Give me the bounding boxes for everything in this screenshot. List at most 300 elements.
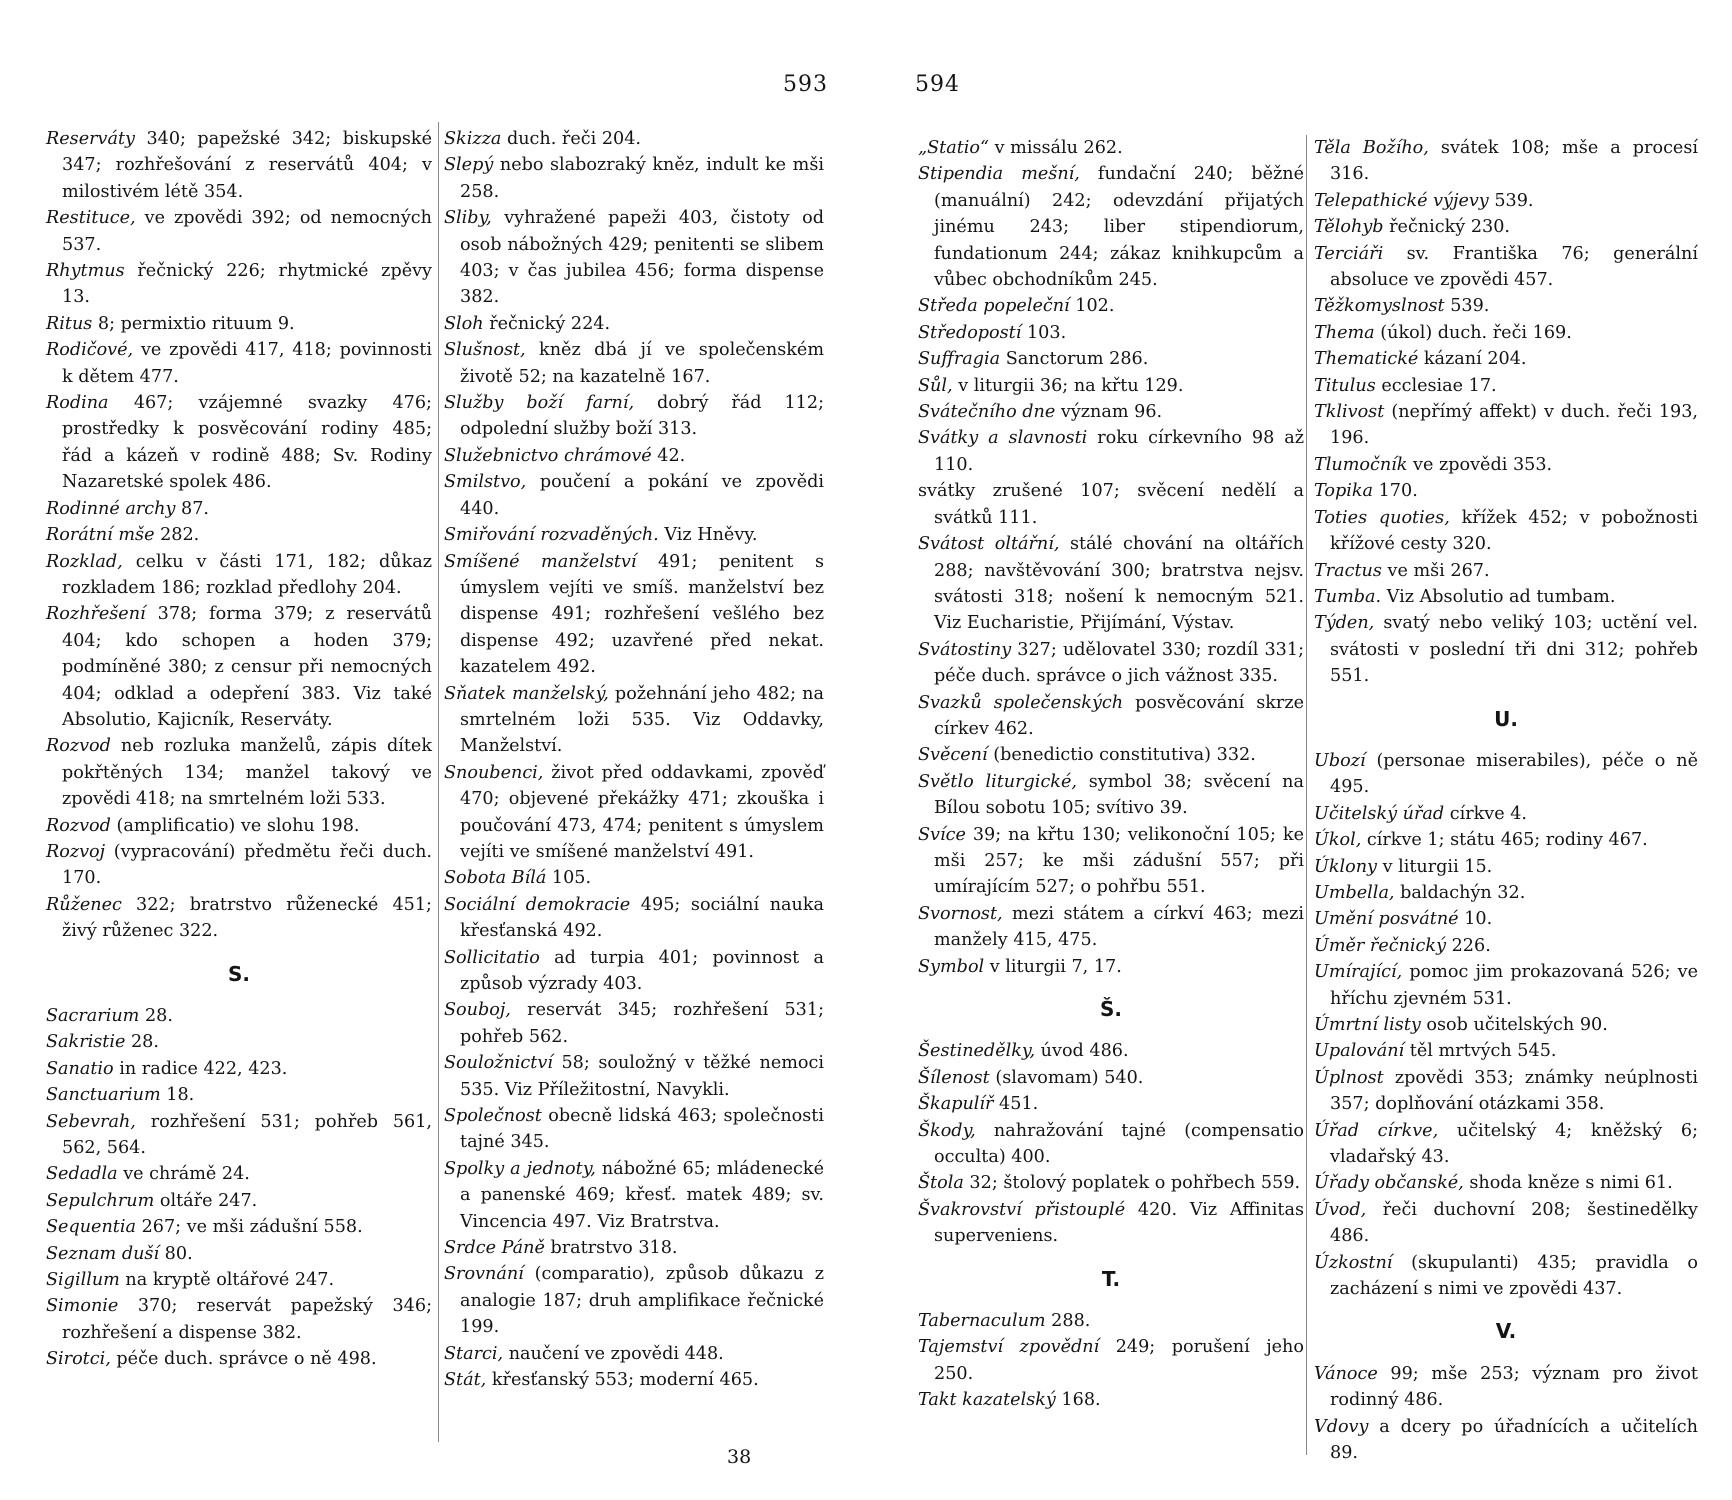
entry-headword: Slušnost,: [444, 340, 526, 361]
entry-headword: Světlo liturgické,: [918, 771, 1077, 792]
entry-headword: Úzkostní: [1314, 1252, 1393, 1273]
entry-references: v liturgii 15.: [1376, 856, 1493, 877]
entry-headword: Tajemství zpovědní: [918, 1337, 1100, 1358]
entry-headword: Srdce Páně: [444, 1238, 545, 1259]
index-entry: [1314, 320, 1698, 346]
entry-headword: Sequentia: [46, 1217, 136, 1238]
entry-headword: „Statio“: [918, 138, 990, 158]
entry-references: (slavomam) 540.: [989, 1067, 1144, 1088]
entry-references: 267; ve mši zádušní 558.: [136, 1217, 363, 1238]
entry-headword: Sigillum: [46, 1270, 120, 1291]
sheet-signature: 38: [727, 1446, 752, 1468]
entry-references: stálé chování na oltářích 288; navštěvování 300; bratrstva nejsv. svátosti 318; nošení k nemocným 521. Viz Eucharistie, Přijímání, Výstav.: [934, 534, 1305, 634]
index-entry: [918, 1170, 1304, 1196]
entry-headword: Toties quoties,: [1314, 507, 1450, 528]
entry-headword: Škody,: [918, 1120, 976, 1141]
entry-headword: Reserváty: [46, 129, 135, 149]
index-entry: [1314, 959, 1698, 1012]
entry-headword: Sacrarium: [46, 1006, 140, 1026]
index-entry: [46, 1109, 432, 1162]
index-entry: [1314, 452, 1698, 478]
index-entry: [1314, 505, 1698, 558]
index-entry: [1314, 558, 1698, 584]
entry-references: život před oddavkami, zpověď 470; objevené překážky 471; zkouška i poučování 473, 474; penitent s úmyslem vejíti ve smíšené manželství 491.: [460, 762, 824, 862]
entry-headword: Restituce,: [46, 208, 136, 229]
entry-headword: Smíšené manželství: [444, 551, 637, 572]
index-entry: [918, 1118, 1304, 1171]
index-entry: [918, 531, 1304, 637]
entry-references: nebo slabozraký kněz, indult ke mši 258.: [460, 155, 824, 202]
entry-references: 322; bratrstvo růženecké 451; živý růženec 322.: [62, 894, 432, 942]
entry-headword: Středopostí: [918, 322, 1022, 343]
entry-headword: Sobota Bílá: [444, 868, 547, 889]
index-entry: [918, 1387, 1304, 1413]
entry-headword: Simonie: [46, 1296, 119, 1317]
entry-references: baldachýn 32.: [1394, 882, 1526, 903]
entry-headword: Skizza: [444, 129, 502, 149]
entry-headword: Sůl,: [918, 375, 953, 396]
entry-references: Viz Hněvy.: [658, 525, 758, 546]
index-entry: [46, 205, 432, 258]
entry-headword: Symbol: [918, 956, 985, 977]
page-number-right: 594: [915, 72, 960, 97]
index-entry: [1314, 1197, 1698, 1250]
entry-headword: Rorátní mše: [46, 525, 155, 546]
index-entry: [46, 549, 432, 602]
index-entry: [444, 1156, 824, 1235]
entry-headword: Sirotci,: [46, 1349, 111, 1370]
entry-references: na kryptě oltářové 247.: [119, 1270, 335, 1291]
entry-references: oltáře 247.: [154, 1190, 258, 1211]
index-entry: [46, 126, 432, 205]
index-entry: [444, 1367, 824, 1393]
index-entry: [444, 945, 824, 998]
entry-headword: Starci,: [444, 1343, 504, 1364]
index-entry: [918, 690, 1304, 743]
entry-references: shoda kněze s nimi 61.: [1463, 1173, 1673, 1194]
entry-references: 28.: [125, 1032, 159, 1053]
section-letter: S.: [227, 961, 250, 986]
entry-headword: Sociální demokracie: [444, 894, 631, 915]
entry-headword: Rozvoj: [46, 841, 106, 862]
index-entry: [1314, 1012, 1698, 1038]
index-entry: [1314, 188, 1698, 214]
entry-headword: Rodina: [46, 393, 109, 414]
entry-references: 105.: [546, 868, 592, 889]
entry-headword: Sanatio: [46, 1058, 114, 1079]
entry-references: poučení a pokání ve zpovědi 440.: [460, 472, 824, 519]
entry-headword: Těžkomyslnost: [1314, 296, 1445, 317]
entry-references: 10.: [1458, 909, 1493, 930]
index-entry: [444, 1103, 824, 1156]
entry-references: 467; vzájemné svazky 476; prostředky k posvěcování rodiny 485; řád a kázeň v rodině 488; Sv. Rodiny Nazaretské spolek 486.: [62, 393, 432, 493]
entry-headword: Svěcení: [918, 745, 988, 766]
entry-headword: Sedadla: [46, 1164, 118, 1185]
entry-references: ve zpovědi 353.: [1407, 454, 1553, 475]
index-entry: [918, 1308, 1304, 1334]
index-entry: [918, 161, 1304, 293]
index-entry: [46, 496, 432, 522]
entry-references: svátek 108; mše a procesí 316.: [1330, 138, 1698, 185]
entry-headword: Suffragia: [918, 349, 1001, 370]
index-entry: [46, 1161, 432, 1187]
entry-headword: Služebnictvo chrámové: [444, 445, 652, 466]
entry-references: křížek 452; v pobožnosti křížové cesty 320.: [1330, 507, 1698, 555]
entry-references: Viz Absolutio ad tumbam.: [1381, 586, 1616, 607]
entry-references: fundační 240; běžné (manuální) 242; odevzdání přijatých jinému 243; liber stipendiorum, fundationum 244; zákaz knihkupcům a vůbec obchodníkům 245.: [934, 164, 1304, 291]
entry-references: (personae miserabiles), péče o ně 495.: [1330, 750, 1698, 798]
entry-references: úvod 486.: [1035, 1041, 1129, 1062]
entry-headword: Sebevrah,: [46, 1111, 136, 1132]
entry-headword: Snoubenci,: [444, 762, 544, 783]
index-column-3: [918, 135, 1304, 1414]
entry-references: 58; souložný v těžké nemoci 535. Viz Příležitostní, Navykli.: [460, 1053, 824, 1100]
entry-references: křesťanský 553; moderní 465.: [486, 1370, 759, 1391]
index-entry: [444, 1341, 824, 1367]
entry-headword: Štola: [918, 1173, 964, 1194]
entry-headword: Rodičové,: [46, 340, 134, 361]
entry-references: 420. Viz Affinitas superveniens.: [934, 1199, 1304, 1247]
entry-references: a dcery po úřadnících a učitelích 89.: [1330, 1416, 1698, 1464]
index-column-2: [444, 126, 824, 1394]
index-entry: [46, 1214, 432, 1240]
index-entry: [1314, 346, 1698, 372]
entry-headword: Sakristie: [46, 1032, 126, 1053]
index-entry: [918, 1091, 1304, 1117]
index-entry: [1314, 801, 1698, 827]
entry-references: řečnický 226; rhytmické zpěvy 13.: [62, 261, 432, 308]
index-entry: [918, 637, 1304, 690]
index-entry: [46, 839, 432, 892]
index-entry: [1314, 1038, 1698, 1064]
index-entry: [918, 954, 1304, 980]
entry-headword: Těla Božího,: [1314, 138, 1429, 158]
index-entry: [1314, 1118, 1698, 1171]
entry-references: 39; na křtu 130; velikonoční 105; ke mši 257; ke mši zádušní 557; při umírajícím 527; o pohřbu 551.: [934, 824, 1304, 898]
entry-references: 87.: [175, 498, 209, 519]
entry-references: 288.: [1045, 1311, 1091, 1332]
entry-references: 327; udělovatel 330; rozdíl 331; péče duch. správce o jich vážnost 335.: [934, 639, 1304, 687]
entry-references: řečnický 230.: [1383, 217, 1510, 238]
entry-references: 170.: [1373, 481, 1418, 502]
entry-headword: Sanctuarium: [46, 1085, 161, 1106]
index-entry: [444, 126, 824, 152]
entry-headword: Šestinedělky,: [918, 1041, 1036, 1062]
entry-headword: Souboj,: [444, 1000, 511, 1021]
index-entry: [1314, 1065, 1698, 1118]
entry-headword: Stát,: [444, 1370, 487, 1391]
entry-references: 340; papežské 342; biskupské 347; rozhřešování z reservátů 404; v milostivém létě 354.: [62, 129, 432, 202]
entry-references: svatý nebo veliký 103; uctění vel. svátosti v poslední tři dni 312; pohřeb 551.: [1330, 613, 1698, 687]
entry-references: in radice 422, 423.: [113, 1058, 288, 1079]
entry-headword: Škapulíř: [918, 1094, 994, 1115]
entry-headword: Thematické: [1314, 349, 1419, 370]
entry-headword: Úklony: [1314, 856, 1377, 877]
entry-references: ecclesiae 17.: [1375, 375, 1497, 396]
index-column-4: [1314, 135, 1698, 1467]
entry-references: 99; mše 253; význam pro život rodinný 486.: [1330, 1363, 1698, 1411]
index-entry: [46, 337, 432, 390]
index-entry: [918, 478, 1304, 531]
entry-headword: Služby boží farní,: [444, 393, 635, 414]
index-entry: [46, 1241, 432, 1267]
entry-references: 32; štolový poplatek o pohřbech 559.: [963, 1173, 1301, 1194]
entry-headword: Sňatek manželský,: [444, 683, 609, 704]
index-entry: [1314, 880, 1698, 906]
index-entry: [46, 1003, 432, 1029]
entry-headword: Sollicitatio: [444, 947, 540, 968]
entry-headword: Úmrtní listy: [1314, 1015, 1421, 1035]
entry-references: 451.: [993, 1094, 1039, 1115]
entry-references: 103.: [1021, 322, 1067, 343]
index-entry: [444, 337, 824, 390]
entry-references: zpovědi 353; známky neúplnosti 357; doplňování otázkami 358.: [1330, 1067, 1698, 1115]
entry-headword: Ubozí: [1314, 750, 1366, 771]
entry-headword: Telepathické výjevy: [1314, 190, 1489, 211]
entry-headword: Rozhřešení: [46, 604, 146, 625]
entry-references: ve mši 267.: [1381, 560, 1490, 581]
entry-headword: Svátost oltářní,: [918, 534, 1060, 555]
index-entry: [444, 549, 824, 681]
entry-references: mezi státem a církví 463; mezi manžely 415, 475.: [934, 903, 1304, 951]
index-entry: [1314, 293, 1698, 319]
entry-references: 8; permixtio rituum 9.: [92, 313, 295, 334]
entry-headword: Růženec: [46, 894, 122, 915]
entry-headword: Svornost,: [918, 903, 1003, 924]
entry-headword: Topika: [1314, 481, 1374, 502]
entry-headword: Týden,: [1314, 613, 1375, 634]
entry-references: osob učitelských 90.: [1420, 1015, 1608, 1035]
entry-headword: Tklivost: [1314, 402, 1385, 423]
section-letter: U.: [1494, 706, 1518, 731]
index-entry: [46, 892, 432, 945]
index-entry: [444, 205, 824, 311]
entry-headword: Tractus: [1314, 560, 1382, 581]
index-entry: [918, 1334, 1304, 1387]
index-entry: [1314, 478, 1698, 504]
entry-headword: Úměr řečnický: [1314, 935, 1447, 956]
entry-references: církve 1; státu 465; rodiny 467.: [1361, 830, 1648, 851]
entry-references: 495; sociální nauka křesťanská 492.: [460, 894, 824, 942]
entry-references: neb rozluka manželů, zápis dítek pokřtěných 134; manžel takový ve zpovědi 418; na smrtelném loži 533.: [62, 736, 432, 810]
entry-headword: Svazků společenských: [918, 692, 1124, 713]
index-entry: [444, 311, 824, 337]
index-entry: [1314, 748, 1698, 801]
index-column-1: [46, 126, 432, 1373]
entry-headword: Thema: [1314, 322, 1375, 343]
entry-references: vyhražené papeži 403, čistoty od osob nábožných 429; penitenti se slibem 403; v čas jubilea 456; forma dispense 382.: [460, 208, 824, 308]
index-entry: [1314, 906, 1698, 932]
index-entry: [918, 399, 1304, 425]
entry-headword: Úřady občanské,: [1314, 1173, 1464, 1194]
index-entry: [918, 769, 1304, 822]
index-entry: [918, 742, 1304, 768]
index-entry: [444, 152, 824, 205]
entry-headword: Sliby,: [444, 208, 492, 229]
index-entry: [1314, 1250, 1698, 1303]
entry-references: 491; penitent s úmyslem vejíti ve smíš. manželství bez dispense 491; rozhřešení vešlého bez dispense 492; uzavřené před nekat. kazatelem 492.: [460, 551, 824, 678]
entry-references: (vypracování) předmětu řeči duch. 170.: [62, 841, 432, 889]
entry-headword: Souložnictví: [444, 1053, 553, 1074]
index-entry: [444, 443, 824, 469]
index-entry: [918, 346, 1304, 372]
entry-headword: Sloh: [444, 313, 484, 334]
index-entry: [918, 901, 1304, 954]
entry-references: roku církevního 98 až 110.: [934, 428, 1305, 475]
entry-headword: Stipendia mešní,: [918, 164, 1080, 185]
entry-references: církve 4.: [1444, 803, 1528, 824]
index-entry: [918, 822, 1304, 901]
entry-headword: Tlumočník: [1314, 454, 1408, 475]
index-entry: [918, 135, 1304, 161]
entry-references: 539.: [1488, 190, 1534, 211]
index-entry: [1314, 610, 1698, 689]
index-entry: [444, 469, 824, 522]
index-entry: [46, 813, 432, 839]
index-entry: [46, 522, 432, 548]
entry-headword: Učitelský úřad: [1314, 803, 1445, 824]
entry-headword: Titulus: [1314, 375, 1376, 396]
index-entry: [46, 1029, 432, 1055]
entry-references: 539.: [1444, 296, 1490, 317]
index-entry: [1314, 214, 1698, 240]
entry-references: (úkol) duch. řeči 169.: [1374, 322, 1572, 343]
entry-references: symbol 38; svěcení na Bílou sobotu 105; svítivo 39.: [934, 771, 1304, 819]
entry-headword: Tumba.: [1314, 586, 1382, 607]
entry-references: (benedictio constitutiva) 332.: [987, 745, 1256, 766]
entry-references: rozhřešení 531; pohřeb 561, 562, 564.: [62, 1111, 432, 1159]
entry-references: 282.: [154, 525, 200, 546]
entry-headword: Úvod,: [1314, 1199, 1367, 1220]
entry-headword: Společnost: [444, 1106, 542, 1127]
entry-headword: Sepulchrum: [46, 1190, 155, 1211]
index-entry: [444, 1235, 824, 1261]
entry-headword: Umění posvátné: [1314, 909, 1459, 930]
index-entry: [444, 1261, 824, 1340]
index-entry: [46, 390, 432, 496]
index-entry: [46, 311, 432, 337]
index-entry: [444, 865, 824, 891]
entry-references: v liturgii 7, 17.: [984, 956, 1122, 977]
index-entry: [1314, 1170, 1698, 1196]
entry-headword: Smilstvo,: [444, 472, 527, 493]
entry-references: učitelský 4; kněžský 6; vladařský 43.: [1330, 1120, 1698, 1168]
entry-references: 42.: [651, 445, 686, 466]
index-entry: [444, 760, 824, 866]
section-letter: Š.: [1099, 997, 1122, 1021]
index-entry: [46, 1056, 432, 1082]
index-entry: [918, 1197, 1304, 1250]
column-divider-left: [438, 122, 439, 1442]
entry-headword: Takt kazatelský: [918, 1390, 1056, 1411]
entry-references: v liturgii 36; na křtu 129.: [952, 375, 1184, 396]
index-entry: [46, 601, 432, 733]
index-entry: [444, 681, 824, 760]
entry-references: celku v části 171, 182; důkaz rozkladem 186; rozklad předlohy 204.: [62, 551, 432, 598]
index-entry: [46, 258, 432, 311]
entry-references: 249; porušení jeho 250.: [934, 1337, 1304, 1384]
entry-references: těl mrtvých 545.: [1404, 1041, 1557, 1062]
entry-references: řeči duchovní 208; šestinedělky 486.: [1330, 1199, 1698, 1247]
index-entry: [46, 733, 432, 812]
entry-headword: Švakrovství přistouplé: [918, 1199, 1126, 1220]
entry-references: 80.: [159, 1243, 193, 1264]
section-letter: V.: [1495, 1319, 1517, 1344]
entry-references: péče duch. správce o ně 498.: [110, 1349, 377, 1370]
entry-references: 226.: [1446, 935, 1491, 956]
entry-headword: Srovnání: [444, 1264, 524, 1285]
index-entry: [444, 892, 824, 945]
entry-headword: Vánoce: [1314, 1363, 1378, 1384]
entry-headword: Úřad církve,: [1314, 1120, 1439, 1141]
index-entry: [444, 1050, 824, 1103]
entry-references: (nepřímý affekt) v duch. řeči 193, 196.: [1330, 402, 1698, 449]
index-entry: [46, 1082, 432, 1108]
entry-references: 28.: [139, 1006, 173, 1026]
entry-headword: Rozklad,: [46, 551, 123, 572]
section-letter: T.: [1101, 1266, 1121, 1291]
entry-headword: Středa popeleční: [918, 296, 1070, 317]
entry-references: reservát 345; rozhřešení 531; pohřeb 562.: [460, 1000, 824, 1047]
entry-headword: Rozvod: [46, 815, 111, 836]
index-entry: [1314, 827, 1698, 853]
index-entry: [444, 997, 824, 1050]
entry-references: (comparatio), způsob důkazu z analogie 187; druh amplifikace řečnické 199.: [460, 1264, 824, 1338]
entry-headword: Terciáři: [1314, 243, 1384, 264]
entry-references: duch. řeči 204.: [501, 129, 641, 149]
index-entry: [1314, 135, 1698, 188]
index-entry: [918, 1065, 1304, 1091]
entry-references: posvěcování skrze církev 462.: [934, 692, 1304, 739]
index-entry: [918, 320, 1304, 346]
entry-headword: Úplnost: [1314, 1067, 1384, 1088]
entry-references: dobrý řád 112; odpolední služby boží 313.: [460, 393, 824, 440]
index-entry: [1314, 1414, 1698, 1467]
entry-headword: Tabernaculum: [918, 1311, 1046, 1332]
index-entry: [46, 1188, 432, 1214]
page-number-left: 593: [783, 72, 828, 97]
entry-references: (skupulanti) 435; pravidla o zacházení s nimi ve zpovědi 437.: [1330, 1252, 1698, 1300]
entry-references: bratrstvo 318.: [544, 1238, 678, 1259]
index-entry: [1314, 241, 1698, 294]
index-entry: [46, 1346, 432, 1372]
entry-headword: Spolky a jednoty,: [444, 1158, 596, 1179]
entry-references: 168.: [1055, 1390, 1101, 1411]
entry-headword: Svíce: [918, 824, 966, 845]
entry-references: 102.: [1069, 296, 1115, 317]
entry-references: ad turpia 401; povinnost a způsob výzrady 403.: [460, 947, 824, 994]
index-entry: [1314, 373, 1698, 399]
entry-references: (amplificatio) ve slohu 198.: [110, 815, 360, 836]
entry-headword: Vdovy: [1314, 1416, 1369, 1437]
entry-references: v missálu 262.: [989, 138, 1123, 158]
index-entry: [918, 425, 1304, 478]
index-entry: [444, 390, 824, 443]
entry-references: 370; reservát papežský 346; rozhřešení a dispense 382.: [62, 1296, 432, 1343]
entry-headword: Ritus: [46, 313, 93, 334]
entry-headword: Úkol,: [1314, 830, 1362, 851]
entry-headword: Svátky a slavnosti: [918, 428, 1088, 449]
index-entry: [918, 1038, 1304, 1064]
entry-headword: Slepý: [444, 155, 494, 176]
index-entry: [1314, 933, 1698, 959]
entry-headword: Šílenost: [918, 1067, 990, 1088]
index-entry: [1314, 584, 1698, 610]
entry-headword: Rozvod: [46, 736, 111, 757]
entry-headword: Rhytmus: [46, 261, 125, 282]
entry-references: obecně lidská 463; společnosti tajné 345.: [460, 1106, 824, 1153]
entry-headword: Umbella,: [1314, 882, 1395, 903]
